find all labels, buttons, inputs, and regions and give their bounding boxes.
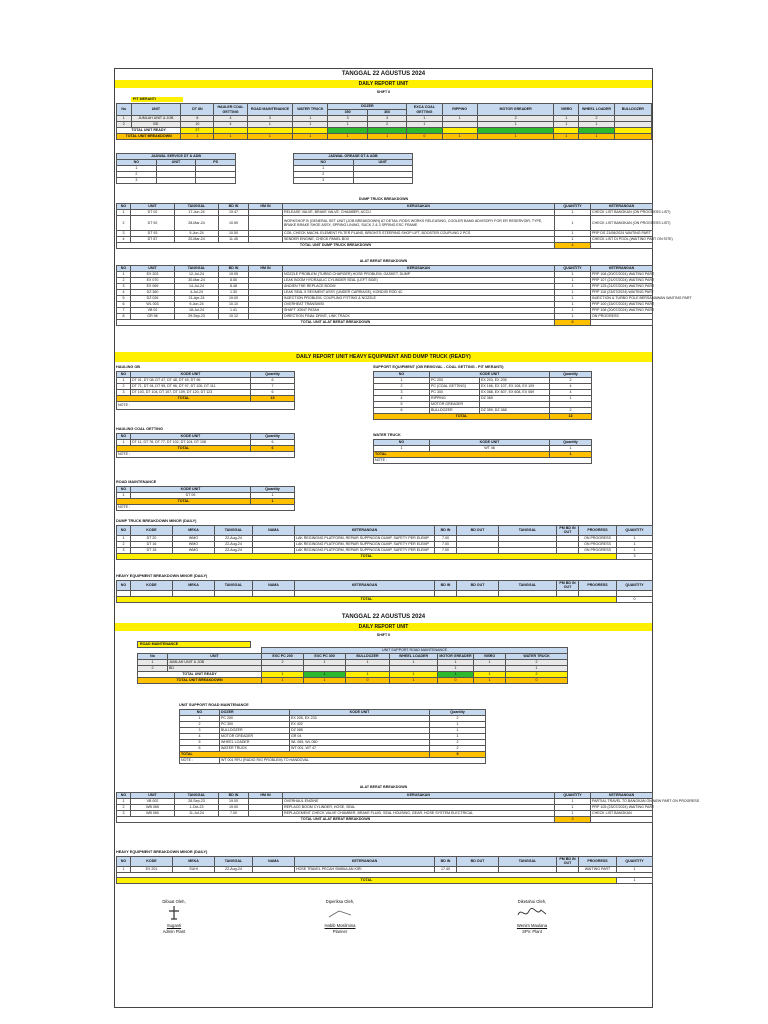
table-row: 1 EX 201 SUHI 22-Aug-24 HOSE TRAVEL PECAH SIMBULAN KIRI 17.40 WAITING PART 1 (117, 866, 653, 872)
col-ripping: RIPPING (442, 104, 477, 116)
unit-summary-table (116, 103, 652, 140)
he-minor-title: HEAVY EQUIPMENT BREAKDOWN MINOR (DAILY) (116, 574, 208, 578)
table-row: 2 DT 92 28-Mar-24 10.59 WORKSHOP B (GENERAL SET UNIT (JOB BREAKDOWN) AT DETAIL RODS WORKS RELEASING, COOLER BAND ADVISORY FOR ER RESERVOIR, TYPE, BRAKE BRAKE SHOE ASSY, SPRING LINING, SUCK 2 & 3 SPRING ESC FRAME 1 CHECK LIST BANGKAN (ON PROGRESS LIST) (117, 216, 653, 231)
page2-shift: SHIFT II (376, 633, 391, 637)
col-hauler: HAULER COAL GETTING (214, 104, 247, 116)
he-minor-table: NO KODE MEKA TANGGAL NAMA KETERANGAN BD IN BD OUT TANGGAL PM BD IN OUT PROGRESS QUANTITY TOTAL 0 (116, 580, 653, 603)
water-table: NO KODE UNIT Quantity 1 WT 46 1 TOTAL 1 NOTE : (373, 439, 592, 464)
table-row: 2 EX 070 30-Mar-24 8.50 LEAK BOOM HYDRAULIC CYLINDER SEAL (LEFT SIDE) 1 PRP 107 (21/07/2024) WAITING PART (117, 278, 653, 284)
col-vibro: VIBRO (554, 104, 579, 116)
page1-date: TANGGAL 22 AGUSTUS 2024 (341, 71, 426, 77)
jadwal-grease-table: JADWAL GREASE DT & ADB NO UNIT 1 2 3 (293, 153, 413, 184)
table-row: 3 EX 069 14-Jul-24 8.48 ANDIEN THE REPLACE BOOM 1 PRP 125 (21/07/2024) WAITING PART (117, 284, 653, 290)
col-grader: MOTOR GREADER (477, 104, 554, 116)
site-label: PIT MERANTI (131, 97, 183, 102)
urm-title: UNIT SUPPORT ROAD MAINTENANCE (179, 703, 249, 707)
page2-ab-breakdown-table: NO UNIT TANGGAL BD IN HM IN KERUSAKAN QUANTITY KETERANGAN 1 VB 002 28-Sep-23 19.00 OVERHAUL ENGINE 1 PARTIAL TRAVEL TO BANGKAN ON NEW PART ON PROGRESS 2 WB 065 1-Oct-23 19.00 REPLACE BOOM CYLINDER, HOSE, SEAL 1 PRP 105 (23/07/2024) WAITING PART 3 WB 060 11-Jul-24 7.00 REPLACEMENT CHECK VALVE CHAMBER, BRAKE FLUID, SEAL HOUSING, GEAR, HOSE SYSTEM ELECTRICAL 1 CHECK LIST BANGKAN TOTAL UNIT ALAT BERAT BREAKDOWN 3 (116, 792, 653, 823)
page1-report-title: DAILY REPORT UNIT (115, 80, 652, 88)
total-ready-row: TOTAL UNIT READY 27 (117, 128, 652, 134)
road-title: ROAD MAINTENANCE (116, 480, 157, 484)
page2-he-minor-title: HEAVY EQUIPMENT BREAKDOWN MINOR (DAILY) (116, 850, 208, 854)
rm-title: ROAD MAINTENANCE (137, 641, 251, 648)
support-table: NO KODE UNIT Quantity 1 PC 200 EX 203, EX 205 2 2 PC (COAL GETTING) EX 166, EX 107, EX 108, EX 109 4 3 PC 300 EX 088, EX 607, EX 608, EX 069 4 4 RIPPING DZ 369 1 5 MOTOR GREADER 6 BULLDOZER DZ 359, DZ 368 2 TOTAL 13 (373, 371, 592, 420)
table-row: 4 DT 87 20-Mar-24 11.45 SENDER ENGINE, CHECK PANEL BOX 1 CHECK LIST DI POOL (WAITING PART ON SITE) (117, 237, 653, 243)
ab-bd-title: ALAT BERAT BREAKDOWN (359, 259, 408, 263)
table-row: 2 BD 1 1 (138, 666, 568, 672)
table-row: 1 DT 20 WMO 22-Aug-24 LAK REGINGNG PLATFORM, REPAIR SUPPNGGN DUMP, SAFETY PER ELEMP 7.00 ON PROGRESS 1 (117, 535, 653, 541)
page2-ab-bd-title: ALAT BERAT BREAKDOWN (359, 785, 408, 789)
signature-mark (325, 905, 355, 921)
signature-block-3: Diketahui Oleh, Wenim Maulana SPV. Plant (516, 899, 548, 934)
table-row: 1 JUMLAH UNIT & JOB 2 1 1 1 1 1 2 (138, 660, 568, 666)
hauling-table: NO KODE UNIT Quantity 1 DT 01, DT 08, DT 47, DT 48, DT 49, DT 96 6 2 DT 71, DT 94, DT 95, DT 96, DT 97, DT 100, DT 111 7 3 DT 103, DT 104, DT 107, DT 109, DT 120, DT 123 6 TOTAL 19 NOTE : (116, 371, 295, 410)
dt-breakdown-table: NO UNIT TANGGAL BD IN HM IN KERUSAKAN QUANTITY KETERANGAN 1 DT 02 17-Jun-24 19.47 RELEASE VALVE, BRAKE VALVE, CHAMBER, ACCU 1 CHECK LIST BANGKAN (ON PROGRESS LIST) 2 DT 92 28-Mar-24 10.59 WORKSHOP B (GENERAL SET UNIT (JOB BREAKDOWN) AT DETAIL RODS WORKS RELEASING, COOLER BAND ADVISORY FOR ER RESERVOIR, TYPE, BRAKE BRAKE SHOE ASSY, SPRING LINING, SUCK 2 & 3 SPRING ESC FRAME 1 CHECK LIST BANGKAN (ON PROGRESS LIST) 3 DT 93 9-Jun-24 10.50 COIL CHECK MACHL ELEMENT FILTER PLANS, BRIGHTS STEERING SHOP LIFT, BOOSTER COUPLING 2 PCS 1 PRP DS 21/08/2024 WAITING PART 4 DT 87 20-Mar-24 11.45 SENDER ENGINE, CHECK PANEL BOX 1 CHECK LIST DI POOL (WAITING PART ON SITE) TOTAL UNIT DUMP TRUCK BREAKDOWN 4 (116, 203, 653, 249)
ready-title: DAILY REPORT UNIT HEAVY EQUIPMENT AND DUMP TRUCK (READY) (115, 352, 652, 362)
dt-minor-table: NO KODE MEKA TANGGAL NAMA KETERANGAN BD IN BD OUT TANGGAL PM BD IN OUT PROGRESS QUANTITY 1 DT 20 WMO 22-Aug-24 LAK REGINGNG PLATFORM, REPAIR SUPPNGGN DUMP, SAFETY PER ELEMP 7.00 ON PROGRESS 1 2 DT 16 WMO 22-Aug-24 LAK REGINGNG PLATFORM, REPAIR SUPPNGGN DUMP, SAFETY PER ELEMP 7.00 ON PROGRESS 1 3 DT 15 WMO 22-Aug-24 LAK REGINGNG PLATFORM, REPAIR SUPPNGGN DUMP, SAFETY PER ELEMP 7.00 ON PROGRESS 1 TOTAL 3 (116, 525, 653, 560)
signature-block-2: Diperiksa Oleh, Habib Mosilmina Planner (324, 899, 356, 934)
table-row: 2 DT 16 WMO 22-Aug-24 LAK REGINGNG PLATFORM, REPAIR SUPPNGGN DUMP, SAFETY PER ELEMP 7.00 ON PROGRESS 1 (117, 541, 653, 547)
page1-shift: SHIFT II (376, 90, 391, 94)
signature-mark (164, 905, 184, 921)
col-no: No (117, 104, 132, 116)
table-row: 3 DT 93 9-Jun-24 10.50 COIL CHECK MACHL ELEMENT FILTER PLANS, BRIGHTS STEERING SHOP LIFT, BOOSTER COUPLING 2 PCS 1 PRP DS 21/08/2024 WAITING PART (117, 231, 653, 237)
table-row: 4 DZ 360 4-Jul-24 1.30 LEAK SEAL 5 SEGMENT ASSY (UNDER CARRIAGE), KONDISI ROD 4C 1 PRP 118 (23/07/2024) WAITING PART (117, 290, 653, 296)
table-row: 6 WL 003 9-Jun-24 10.10 OVERHEAT TRANSMISI 1 PRP 100 (15/07/2024) WAITING PART (117, 302, 653, 308)
table-row: 1 EX 203 12-Jul-24 19.05 NOZZLE PROBLEM (TURBO CHARGER) HOSE PROBLEM, GASKET, DUMP 1 PRP 108 (20/07/2024) WAITING PART (117, 272, 653, 278)
water-title: WATER TRUCK (373, 433, 401, 437)
report-sheet (114, 68, 700, 1008)
total-breakdown-row: TOTAL UNIT BREAKDOWN 1 1 1 1 1 1 0 1 1 1 1 (117, 134, 652, 140)
table-row: 5 DZ 026 21-Apr-24 19.00 INJECTION PROBLEM, COUPLING FITTING & NOZZLE 1 INJECTION & TURBO POLE BERSAMAWAN WAITING PART (117, 296, 653, 302)
table-row: 2 WB 065 1-Oct-23 19.00 REPLACE BOOM CYLINDER, HOSE, SEAL 1 PRP 105 (23/07/2024) WAITING PART (117, 805, 653, 811)
table-row: 3 WB 060 11-Jul-24 7.00 REPLACEMENT CHECK VALVE CHAMBER, BRAKE FLUID, SEAL HOUSING, GEAR, HOSE SYSTEM ELECTRICAL 1 CHECK LIST BANGKAN (117, 811, 653, 817)
col-water: WATER TRUCK (293, 104, 328, 116)
col-dozer: DOZER (328, 104, 407, 110)
page2-report-title: DAILY REPORT UNIT (115, 623, 652, 631)
table-row: 7 VB 02 18-Jul-24 1.41 SHAFT JOINT PATAH 1 PRP 108 (20/07/2024) WAITING PART (117, 308, 653, 314)
dt-bd-title: DUMP TRUCK BREAKDOWN (358, 197, 409, 201)
unit-row: 2 BD 10 4 1 1 1 2 1 1 1 1 (117, 122, 652, 128)
table-row: 1 VB 002 28-Sep-23 19.00 OVERHAUL ENGINE 1 PARTIAL TRAVEL TO BANGKAN ON NEW PART ON PROGRESS (117, 799, 653, 805)
unit-row: 1 JUMLAH UNIT & JOB 8 4 3 1 3 3 1 1 2 1 2 (117, 116, 652, 122)
col-dozer-350: 350 (328, 110, 367, 116)
hauling-coal-table: NO KODE UNIT Quantity 1 DT 11, DT 78, DT 77, DT 102, DT 104, DT 108 6 TOTAL 6 NOTE : (116, 433, 295, 458)
page2-date: TANGGAL 22 AGUSTUS 2024 (341, 614, 426, 620)
signature-block-1: Dibuat Oleh, Suganti Admin Plant (162, 899, 186, 934)
urm-table: NO DOZER KODE UNIT Quantity 1 PC 200 EX 205, EX 233 2 2 PC 300 EX 402 1 3 BULLDOZER DZ 085 1 4 MOTOR GREADER GR 04 1 5 WHEEL LOADER WL 065, WL 060 2 6 WATER TRUCK WT 001, WT 47 2 TOTAL 9 NOTE : WT 001 RFU (RADIO RIG PROBLEM) TO HANDOVAL (179, 709, 486, 764)
table-row: 3 DT 15 WMO 22-Aug-24 LAK REGINGNG PLATFORM, REPAIR SUPPNGGN DUMP, SAFETY PER ELEMP 7.00 ON PROGRESS 1 (117, 547, 653, 553)
col-exca: EXCA COAL GETTING (407, 104, 442, 116)
hauling-title: HAULING OB (116, 365, 141, 369)
col-dt: DT 8N (181, 104, 214, 116)
signature-mark (515, 905, 549, 921)
col-dozer-360: 360 (367, 110, 406, 116)
ab-breakdown-table: NO UNIT TANGGAL BD IN HM IN KERUSAKAN QUANTITY KETERANGAN 1 EX 203 12-Jul-24 19.05 NOZZLE PROBLEM (TURBO CHARGER) HOSE PROBLEM, GASKET, DUMP 1 PRP 108 (20/07/2024) WAITING PART 2 EX 070 30-Mar-24 8.50 LEAK BOOM HYDRAULIC CYLINDER SEAL (LEFT SIDE) 1 PRP 107 (21/07/2024) WAITING PART 3 EX 069 14-Jul-24 8.48 ANDIEN THE REPLACE BOOM 1 PRP 125 (21/07/2024) WAITING PART 4 DZ 360 4-Jul-24 1.30 LEAK SEAL 5 SEGMENT ASSY (UNDER CARRIAGE), KONDISI ROD 4C 1 PRP 118 (23/07/2024) WAITING PART 5 DZ 026 21-Apr-24 19.00 INJECTION PROBLEM, COUPLING FITTING & NOZZLE 1 INJECTION & TURBO POLE BERSAMAWAN WAITING PART 6 WL 003 9-Jun-24 10.10 OVERHEAT TRANSMISI 1 PRP 100 (15/07/2024) WAITING PART 7 VB 02 18-Jul-24 1.41 SHAFT JOINT PATAH 1 PRP 108 (20/07/2024) WAITING PART 8 GR 98 29-Sep-23 10.12 DIRECTION FINAL DRIVE, LINK TRACK 1 ON PROGRESS TOTAL UNIT ALAT BERAT BREAKDOWN 8 (116, 265, 653, 326)
support-title: SUPPORT EQUIPMENT (OB REMOVAL - COAL GETTING - PIT MERANTI) (373, 365, 504, 369)
hauling-coal-title: HAULING COAL GETTING (116, 427, 163, 431)
page2-he-minor-table: NO KODE MEKA TANGGAL NAMA KETERANGAN BD IN BD OUT TANGGAL PM BD IN OUT PROGRESS QUANTITY 1 EX 201 SUHI 22-Aug-24 HOSE TRAVEL PECAH SIMBULAN KIRI 17.40 WAITING PART 1 TOTAL 1 (116, 856, 653, 884)
rm-table: UNIT SUPPORT ROAD MAINTENANCE No UNIT EXC PC 200 EXC PC 300 BULLDOZER WHEEL LOADER MOTOR GREADER VIBRO WATER TRUCK 1 JUMLAH UNIT & JOB 2 1 1 1 1 1 2 2 BD 1 1 TOTAL UNIT READY 1 1 1 1 1 1 2 TOTAL UNIT BREAKDOWN 1 1 0 1 0 1 0 (137, 647, 568, 684)
col-road: ROAD MAINTENANCE (247, 104, 293, 116)
col-bulldozer: BULLDOZER (614, 104, 651, 116)
road-table: NO KODE UNIT Quantity 1 DT 09 1 TOTAL 1 NOTE : (116, 486, 295, 511)
table-row: 8 GR 98 29-Sep-23 10.12 DIRECTION FINAL DRIVE, LINK TRACK 1 ON PROGRESS (117, 314, 653, 320)
col-unit: UNIT (131, 104, 181, 116)
table-row: 1 DT 02 17-Jun-24 19.47 RELEASE VALVE, BRAKE VALVE, CHAMBER, ACCU 1 CHECK LIST BANGKAN (ON PROGRESS LIST) (117, 210, 653, 216)
col-wheel-loader: WHEEL LOADER (579, 104, 614, 116)
jadwal-service-table: JADWAL SERVICE DT & ADB NO UNIT PS 1 2 3 (116, 153, 236, 184)
dt-minor-title: DUMP TRUCK BREAKDOWN MINOR (DAILY) (116, 519, 197, 523)
